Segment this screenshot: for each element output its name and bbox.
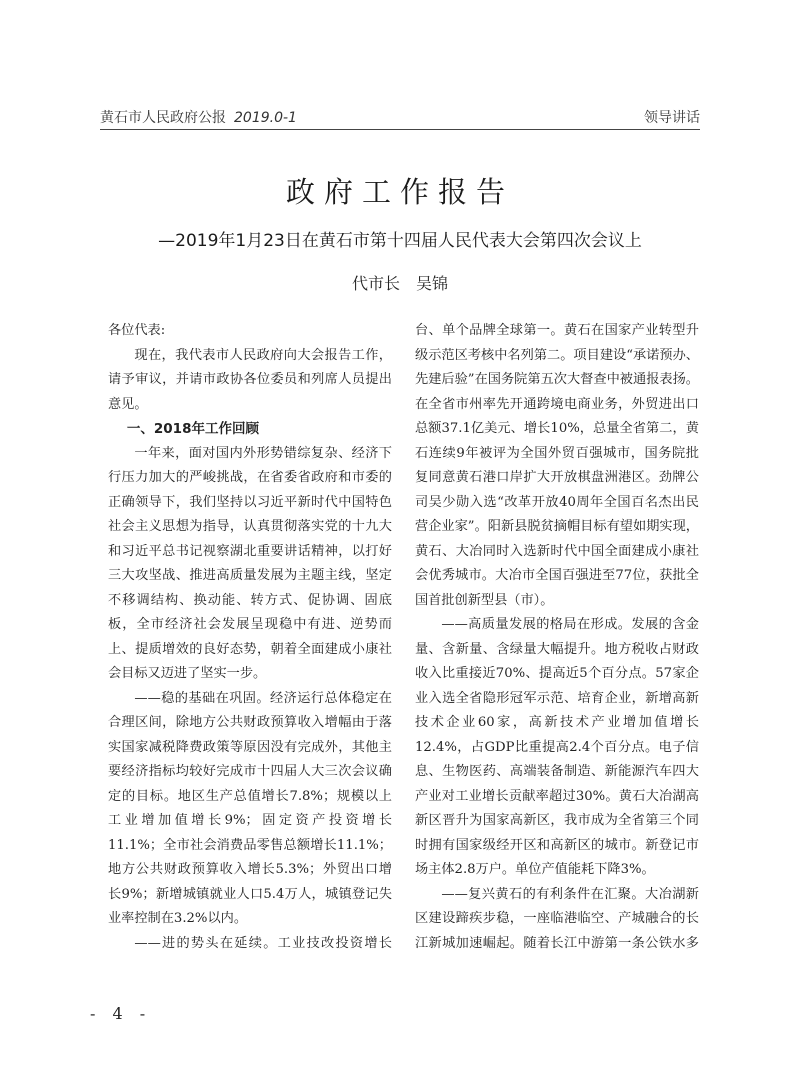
- page-number: - 4 -: [90, 1004, 152, 1023]
- section-label: 领导讲话: [644, 110, 700, 126]
- header-divider: [100, 129, 700, 130]
- salutation: 各位代表:: [108, 323, 166, 338]
- paragraph: ——稳的基础在巩固。经济运行总体稳定在合理区间，除地方公共财政预算收入增幅由于落实国家减税降费政策等原因没有完成外，其他主要经济指标均较好完成市十四届人大三次会议确定的目标。地区生产总值增长7.8%；规模以上工业增加值增长9%；固定资产投资增长11.1%；全市社会消费品零售总额增长11.1%；地方公共财政预算收入增长5.3%；外贸出口增长9%；新增城镇就业人口5.4万人，城镇登记失业率控制在3.2%以内。: [108, 690, 392, 926]
- paragraph: 台、单个品牌全球第一。黄石在国家产业转型升级示范区考核中名列第二。项目建设“承诺预办、先建后验”在国务院第五次大督查中被通报表扬。在全省市州率先开通跨境电商业务，外贸进出口总额37.1亿美元、增长10%，总量全省第二，黄石连续9年被评为全国外贸百强城市，国务院批复同意黄石港口岸扩大开放棋盘洲港区。劲牌公司吴少勋入选“改革开放40周年全国百名杰出民营企业家”。阳新县脱贫摘帽目标有望如期实现，黄石、大冶同时入选新时代中国全面建成小康社会优秀城市。大冶市全国百强进至77位，获批全国首批创新型县（市）。: [415, 323, 699, 608]
- left-column: [108, 319, 392, 959]
- publication-name: 黄石市人民政府公报: [100, 110, 226, 126]
- issue-number: 2019.0-1: [234, 110, 297, 126]
- paragraph: ——复兴黄石的有利条件在汇聚。大冶湖新区建设蹄疾步稳，一座临港临空、产城融合的长江新城加速崛起。随着长江中游第一条公铁水多: [415, 886, 699, 951]
- paragraph: ——进的势头在延续。工业技改投资增长: [134, 935, 392, 951]
- section-heading: 一、2018年工作回顾: [126, 421, 259, 437]
- paragraph: 一年来，面对国内外形势错综复杂、经济下行压力加大的严峻挑战，在省委省政府和市委的正确领导下，我们坚持以习近平新时代中国特色社会主义思想为指导，认真贯彻落实党的十九大和习近平总书记视察湖北重要讲话精神，以打好三大攻坚战、推进高质量发展为主题主线，坚定不移调结构、换动能、转方式、促协调、固底板，全市经济社会发展呈现稳中有进、逆势而上、提质增效的良好态势，朝着全面建成小康社会目标又迈进了坚实一步。: [108, 445, 392, 681]
- report-title: 政府工作报告: [285, 175, 514, 209]
- running-header: [100, 103, 700, 129]
- right-column: [415, 319, 699, 959]
- paragraph: 现在，我代表市人民政府向大会报告工作，请予审议，并请市政协各位委员和列席人员提出意见。: [108, 347, 392, 412]
- report-subtitle: —2019年1月23日在黄石市第十四届人民代表大会第四次会议上: [158, 231, 642, 251]
- author-line: 代市长 吴锦: [351, 274, 448, 293]
- paragraph: ——高质量发展的格局在形成。发展的含金量、含新量、含绿量大幅提升。地方税收占财政收入比重接近70%、提高近5个百分点。57家企业入选全省隐形冠军示范、培育企业，新增高新技术企业60家，高新技术产业增加值增长12.4%，占GDP比重提高2.4个百分点。电子信息、生物医药、高端装备制造、新能源汽车四大产业对工业增长贡献率超过30%。黄石大冶湖高新区晋升为国家高新区，我市成为全省第三个同时拥有国家级经开区和高新区的城市。新登记市场主体2.8万户。单位产值能耗下降3%。: [415, 617, 699, 877]
